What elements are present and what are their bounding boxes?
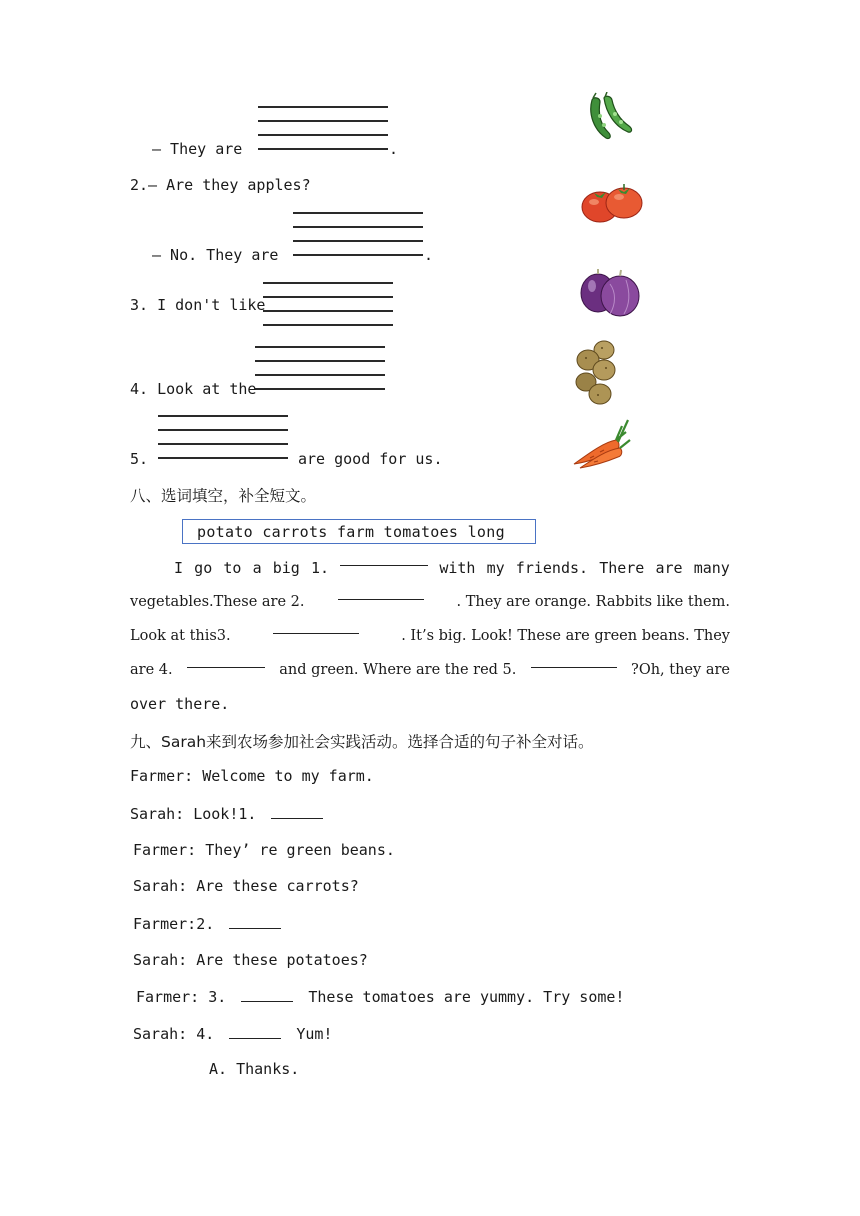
dialogue-line-7 bbox=[136, 987, 624, 1006]
word: my bbox=[486, 559, 505, 577]
line4-start: are 4. bbox=[130, 662, 173, 678]
onions-image bbox=[578, 268, 642, 318]
writing-lines-q2[interactable] bbox=[293, 212, 423, 257]
line5-text: over there. bbox=[130, 695, 230, 713]
line2-start: vegetables.These are 2. bbox=[130, 594, 305, 610]
blank-2[interactable] bbox=[338, 585, 424, 600]
q2-answer-prefix: — No. They are bbox=[152, 246, 279, 264]
blank-3[interactable] bbox=[273, 619, 359, 634]
writing-lines-q5[interactable] bbox=[158, 415, 288, 460]
dialogue-line-8-start: Sarah: 4. bbox=[133, 1025, 215, 1043]
q3-text: 3. I don't like bbox=[130, 296, 266, 314]
part9-heading: 九、Sarah来到农场参加社会实践活动。选择合适的句子补全对话。 bbox=[130, 733, 594, 751]
dialogue-line-1: Farmer: Welcome to my farm. bbox=[130, 767, 374, 785]
q1-period: . bbox=[389, 140, 399, 158]
dialogue-line-7-start: Farmer: 3. bbox=[136, 988, 227, 1006]
writing-lines-q3[interactable] bbox=[263, 282, 393, 327]
passage-line-1 bbox=[130, 551, 730, 585]
word: many bbox=[693, 559, 730, 577]
blank-1[interactable] bbox=[340, 551, 428, 566]
blank-number-1: 1. bbox=[310, 559, 330, 577]
dialogue-line-2 bbox=[130, 804, 323, 823]
dialogue-line-2-text: Sarah: Look!1. bbox=[130, 805, 257, 823]
word: to bbox=[223, 559, 242, 577]
q2-period: . bbox=[424, 246, 434, 264]
q4-text: 4. Look at the bbox=[130, 380, 257, 398]
passage-line-2 bbox=[130, 585, 730, 619]
dialogue-blank-2[interactable] bbox=[229, 914, 281, 929]
word: a bbox=[252, 559, 262, 577]
green-beans-image bbox=[584, 92, 638, 144]
dialogue-line-8-end: Yum! bbox=[296, 1025, 333, 1043]
word: with bbox=[439, 559, 476, 577]
line3-end: . It’s big. Look! These are green beans. They bbox=[401, 628, 730, 644]
dialogue-blank-3[interactable] bbox=[241, 987, 293, 1002]
word: I bbox=[174, 559, 184, 577]
passage-line-5 bbox=[130, 687, 730, 721]
word: big bbox=[272, 559, 300, 577]
blank-5[interactable] bbox=[531, 653, 617, 668]
dialogue-blank-4[interactable] bbox=[229, 1024, 281, 1039]
line4-middle: and green. Where are the red 5. bbox=[279, 662, 517, 678]
potatoes-image bbox=[574, 338, 620, 408]
dialogue-line-6: Sarah: Are these potatoes? bbox=[133, 951, 368, 969]
dialogue-line-4: Sarah: Are these carrots? bbox=[133, 877, 359, 895]
part8-heading: 八、选词填空，补全短文。 bbox=[130, 487, 317, 505]
dialogue-line-5 bbox=[133, 914, 281, 933]
word: There bbox=[599, 559, 645, 577]
dialogue-blank-1[interactable] bbox=[271, 804, 323, 819]
q2-question: 2.— Are they apples? bbox=[130, 176, 311, 194]
carrots-image bbox=[570, 418, 632, 470]
dialogue-line-5-text: Farmer:2. bbox=[133, 915, 215, 933]
line3-start: Look at this3. bbox=[130, 628, 231, 644]
writing-lines-q1[interactable] bbox=[258, 106, 388, 151]
word-bank-box: potato carrots farm tomatoes long bbox=[182, 519, 536, 544]
q5-suffix: are good for us. bbox=[298, 450, 443, 468]
word: friends. bbox=[515, 559, 589, 577]
q5-number: 5. bbox=[130, 450, 149, 468]
passage bbox=[130, 551, 730, 721]
dialogue-line-8 bbox=[133, 1024, 332, 1043]
blank-4[interactable] bbox=[187, 653, 265, 668]
word: go bbox=[194, 559, 213, 577]
tomatoes-image bbox=[580, 182, 644, 224]
option-a: A. Thanks. bbox=[209, 1060, 300, 1078]
dialogue-line-3: Farmer: They’ re green beans. bbox=[133, 841, 395, 859]
word: are bbox=[655, 559, 683, 577]
passage-line-4 bbox=[130, 653, 730, 687]
line4-end: ?Oh, they are bbox=[631, 662, 730, 678]
dialogue-line-7-end: These tomatoes are yummy. Try some! bbox=[308, 988, 625, 1006]
q1-answer-prefix: — They are bbox=[152, 140, 243, 158]
passage-line-3 bbox=[130, 619, 730, 653]
line2-end: . They are orange. Rabbits like them. bbox=[456, 594, 730, 610]
writing-lines-q4[interactable] bbox=[255, 346, 385, 391]
